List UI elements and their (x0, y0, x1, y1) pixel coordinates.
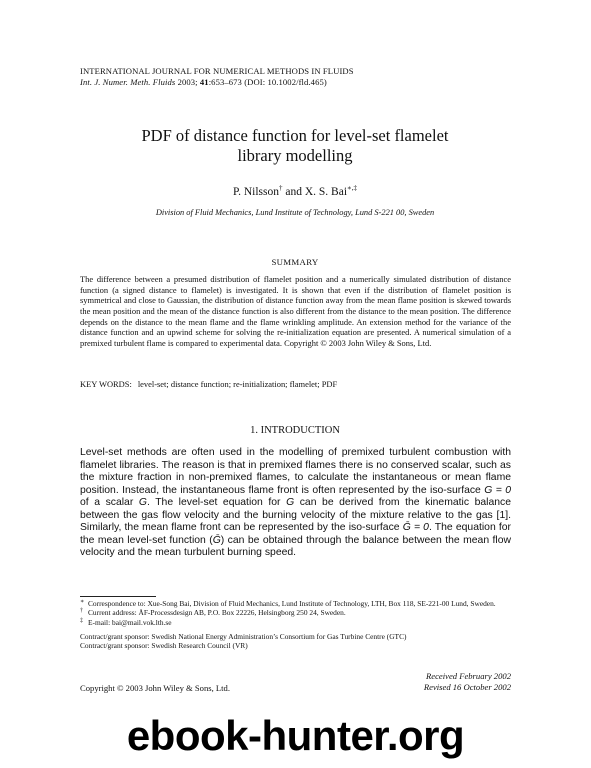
footnote-2-mark: † (80, 608, 83, 615)
footnotes (80, 599, 511, 627)
journal-header (80, 66, 354, 88)
footnote-1-mark: ∗ (80, 599, 85, 605)
received-date: Received February 2002 (426, 671, 511, 681)
watermark-text: ebook-hunter.org (126, 712, 465, 759)
intro-math-g: G (138, 497, 147, 509)
journal-abbrev: Int. J. Numer. Meth. Fluids (80, 77, 176, 87)
title-line-1: PDF of distance function for level-set flamelet (141, 126, 449, 145)
grant-sponsors (80, 632, 511, 651)
copyright-notice: Copyright © 2003 John Wiley & Sons, Ltd. (80, 683, 230, 693)
author-1-mark: † (278, 184, 283, 192)
intro-text-4: can be derived from the kinematic balance between the gas flow velocity and the burning velocity of the mixture relative to the gas [1]. Similarly, the mean flame front can be represented by the iso-surface (80, 497, 511, 534)
keywords-label: KEY WORDS: (80, 379, 132, 389)
footnote-1-text: Correspondence to: Xue-Song Bai, Division of Fluid Mechanics, Lund Institute of Technology, LTH, Box 118, SE-221-00 Lund, Sweden. (88, 599, 496, 608)
intro-text-3: . The level-set equation for (146, 497, 287, 509)
journal-citation (80, 77, 354, 88)
footnote-email (80, 618, 511, 627)
intro-text-5: . The equation for the mean level-set function ( (80, 522, 512, 546)
journal-year: 2003; (177, 77, 198, 87)
title-line-2: library modelling (237, 146, 353, 165)
affiliation: Division of Fluid Mechanics, Lund Institute of Technology, Lund S-221 00, Sweden (155, 208, 435, 217)
grant-sponsor-2: Contract/grant sponsor: Swedish Research Council (VR) (80, 641, 248, 651)
footnote-current-address (80, 608, 511, 617)
authors-and: and (285, 185, 302, 198)
revised-date: Revised 16 October 2002 (423, 682, 511, 693)
footnote-divider (80, 596, 156, 597)
intro-math-gbar: Ḡ (212, 534, 221, 546)
keywords-text: level-set; distance function; re-initialization; flamelet; PDF (137, 379, 338, 389)
introduction-paragraph (80, 447, 511, 560)
intro-math-gbar0: Ḡ = 0 (402, 522, 429, 534)
author-1: P. Nilsson (232, 185, 279, 198)
intro-text-2: of a scalar (80, 497, 139, 509)
intro-text-1: Level-set methods are often used in the modelling of premixed turbulent combustion with flamelet libraries. The reason is that in premixed flames there is no conserved scalar, such as the mixture fraction in non-premixed flames, to calculate the instantaneous or mean flame position. Instead, the instantaneous flame front is often represented by the iso-surface (80, 447, 511, 496)
authors (80, 184, 510, 198)
intro-math-g-2: G (286, 497, 295, 509)
paper-title (80, 126, 510, 166)
footnote-3-text: E-mail: bai@mail.vok.lth.se (88, 617, 172, 627)
journal-volume: 41 (199, 77, 209, 87)
author-2-mark: ∗,‡ (347, 184, 358, 192)
intro-text-6: ) can be obtained through the balance between the mean flow velocity and the mean turbulent burning speed. (80, 534, 511, 559)
received-dates (424, 671, 511, 694)
footnote-3-mark: ‡ (80, 617, 83, 624)
section-heading-introduction: 1. INTRODUCTION (250, 425, 340, 436)
grant-sponsor-1: Contract/grant sponsor: Swedish National Energy Administration’s Consortium for Gas Turbine Centre (GTC) (80, 632, 407, 641)
author-2: X. S. Bai (304, 185, 348, 198)
journal-name: INTERNATIONAL JOURNAL FOR NUMERICAL METHODS IN FLUIDS (80, 66, 354, 76)
footnote-correspondence (80, 599, 511, 608)
intro-math-g0: G = 0 (484, 484, 511, 496)
abstract: The difference between a presumed distribution of flamelet position and a numerically simulated distribution of distance function (a signed distance to flamelet) is investigated. It is shown that even if the distribution of flamelet position is symmetrical and close to Gaussian, the distribution of distance function away from the mean flame position is skewed towards the mean position and the mean of the distance function is also different from the distance to the mean position. The difference depends on the distance to the mean flame and the flame wrinkling amplitude. An extension method for the variance of the distance function and an upwind scheme for solving the re-initialization equation are presented. A numerical simulation of a premixed turbulent flame is compared to experimental data. Copyright © 2003 John Wiley & Sons, Ltd. (80, 274, 511, 348)
journal-pages-doi: :653–673 (DOI: 10.1002/fld.465) (208, 77, 327, 87)
keywords (80, 379, 337, 389)
summary-heading: SUMMARY (271, 257, 319, 267)
footnote-2-text: Current address: ÅF-Processdesign AB, P.O. Box 22226, Helsingborg 250 24, Sweden. (88, 608, 346, 618)
